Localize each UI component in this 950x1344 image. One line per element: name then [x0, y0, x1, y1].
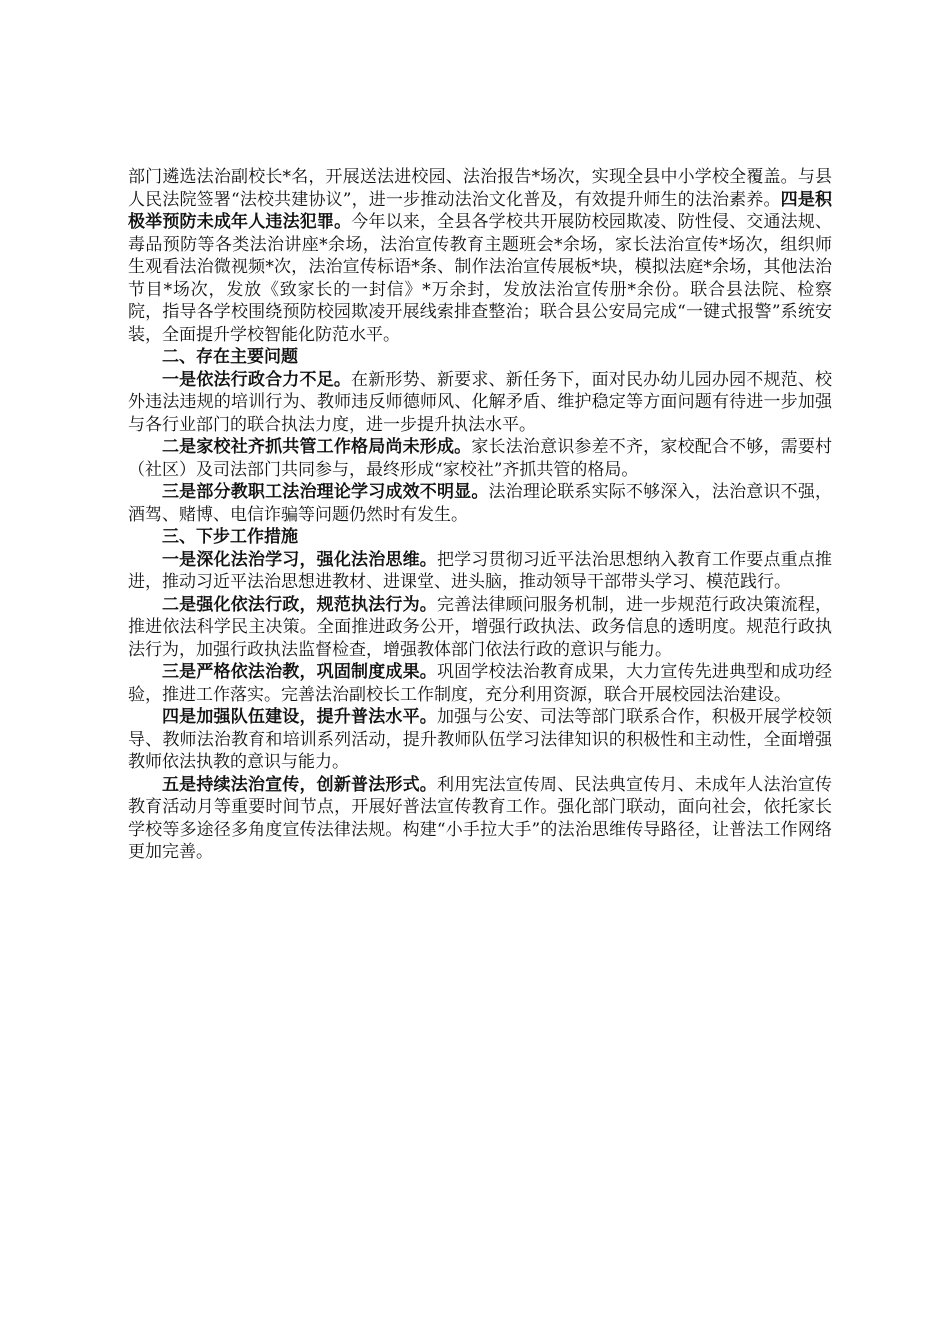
paragraph-text: 利用宪法宣传周、民法典宣传月、未成年人法治宣传教育活动月等重要时间节点，开展好普法宣传教育工作。强化部门联动，面向社会，依托家长学校等多途径多角度宣传法律法规。构建“小手拉大手”的法治思维传导路径，让普法工作网络更加完善。 [128, 774, 833, 862]
paragraph-lead: 四是加强队伍建设，提升普法水平。 [162, 707, 437, 727]
measure-paragraph-5 [128, 774, 832, 864]
paragraph-text: 部门遴选法治副校长*名，开展送法进校园、法治报告*场次，实现全县中小学校全覆盖。与县人民法院签署“法校共建协议”，进一步推动法治文化普及，有效提升师生的法治素养。 [128, 167, 832, 210]
paragraph-text: 家长法治意识参差不齐，家校配合不够，需要村（社区）及司法部门共同参与，最终形成“家校社”齐抓共管的格局。 [128, 437, 833, 480]
paragraph-lead: 一是依法行政合力不足。 [162, 369, 352, 390]
paragraph-lead: 一是深化法治学习，强化法治思维。 [162, 549, 437, 570]
problem-paragraph-3 [128, 481, 832, 526]
paragraph-text: 加强与公安、司法等部门联系合作，积极开展学校领导、教师法治教育和培训系列活动，提升教师队伍学习法律知识的积极性和主动性，全面增强教师依法执教的意识与能力。 [128, 707, 833, 772]
paragraph-text: 今年以来，全县各学校共开展防校园欺凌、防性侵、交通法规、毒品预防等各类法治讲座*余场，法治宣传教育主题班会*余场，家长法治宣传*场次，组织师生观看法治微视频*次，法治宣传标语*条、制作法治宣传展板*块，模拟法庭*余场，其他法治节目*场次，发放《致家长的一封信》*万余封，发放法治宣传册*余份。联合县法院、检察院，指导各学校围绕预防校园欺凌开展线索排查整治；联合县公安局完成“一键式报警”系统安装，全面提升学校智能化防范水平。 [128, 212, 833, 345]
measure-paragraph-3 [128, 661, 832, 706]
problem-paragraph-1 [128, 369, 832, 437]
paragraph-lead: 二是强化依法行政，规范执法行为。 [162, 594, 437, 615]
paragraph-lead: 三是严格依法治教，巩固制度成果。 [162, 662, 437, 682]
problem-paragraph-2 [128, 436, 832, 481]
paragraph-lead: 二是家校社齐抓共管工作格局尚未形成。 [162, 437, 472, 457]
paragraph-text: 完善法律顾问服务机制，进一步规范行政决策流程，推进依法科学民主决策。全面推进政务公开，增强行政执法、政务信息的透明度。规范行政执法行为，加强行政执法监督检查，增强教体部门依法行政的意识与能力。 [128, 594, 833, 660]
paragraph-lead: 五是持续法治宣传，创新普法形式。 [162, 774, 437, 795]
document-page [128, 166, 832, 864]
paragraph-text: 把学习贯彻习近平法治思想纳入教育工作要点重点推进，推动习近平法治思想进教材、进课堂、进头脑，推动领导干部带头学习、模范践行。 [128, 549, 833, 592]
paragraph-text: 巩固学校法治教育成果，大力宣传先进典型和成功经验，推进工作落实。完善法治副校长工作制度，充分利用资源，联合开展校园法治建设。 [128, 662, 833, 705]
section-heading-problems: 二、存在主要问题 [162, 347, 298, 367]
measure-paragraph-4 [128, 706, 832, 774]
paragraph-lead: 三是部分教职工法治理论学习成效不明显。 [162, 482, 489, 502]
continuation-paragraph [128, 166, 832, 346]
paragraph-text: 在新形势、新要求、新任务下，面对民办幼儿园办园不规范、校外违法违规的培训行为、教师违反师德师风、化解矛盾、维护稳定等方面问题有待进一步加强与各行业部门的联合执法力度，进一步提升执法水平。 [128, 369, 833, 435]
section-heading-measures: 三、下步工作措施 [162, 527, 298, 547]
paragraph-text: 法治理论联系实际不够深入，法治意识不强，酒驾、赌博、电信诈骗等问题仍然时有发生。 [128, 482, 832, 525]
measure-paragraph-2 [128, 594, 832, 662]
measure-paragraph-1 [128, 549, 832, 594]
paragraph-lead: 四是积极举预防未成年人违法犯罪。 [128, 189, 832, 232]
